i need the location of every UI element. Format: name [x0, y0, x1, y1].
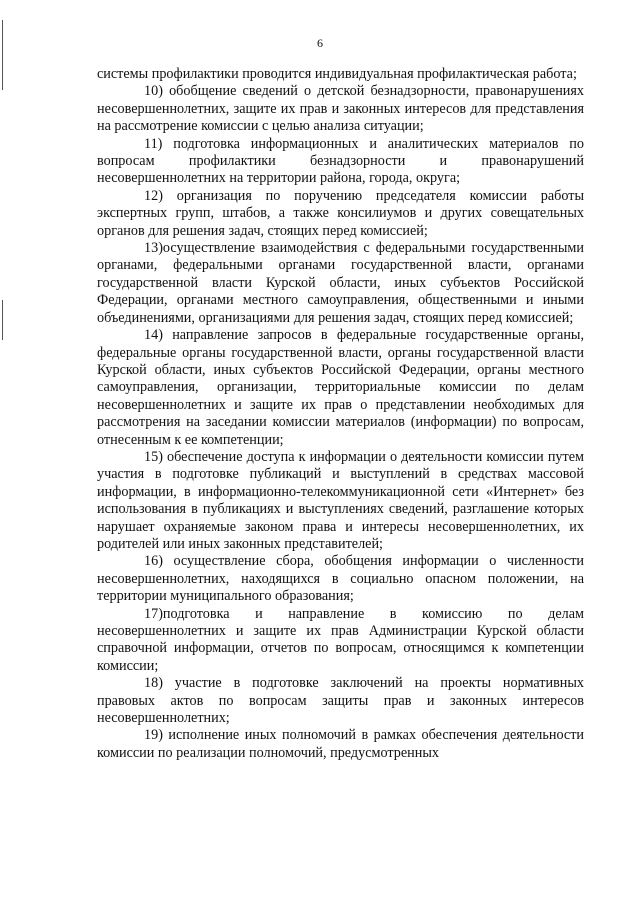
- paragraph: 10) обобщение сведений о детской безнадзорности, правонарушениях несовершеннолетних, защите их прав и законных интересов для представления на рассмотрение комиссии с целью анализа ситуации;: [97, 83, 584, 135]
- paragraph: 19) исполнение иных полномочий в рамках обеспечения деятельности комиссии по реализации полномочий, предусмотренных: [97, 727, 584, 761]
- paragraph: 16) осуществление сбора, обобщения информации о численности несовершеннолетних, находящихся в социально опасном положении, на территории муниципального образования;: [97, 553, 584, 605]
- paragraph: 15) обеспечение доступа к информации о деятельности комиссии путем участия в подготовке публикаций и выступлений в средствах массовой информации, в информационно-телекоммуникационной сети «Интернет» без использования в публикациях и выступлениях сведений, разглашение которых нарушает охраняемые законом права и интересы несовершеннолетних, их родителей или иных законных представителей;: [97, 448, 584, 552]
- scan-edge-mark: [2, 300, 3, 340]
- paragraph: 17)подготовка и направление в комиссию по делам несовершеннолетних и защите их прав Администрации Курской области справочной информации, отчетов по вопросам, относящимся к компетенции комиссии;: [97, 605, 584, 674]
- page-number: 6: [317, 36, 323, 50]
- paragraph: 11) подготовка информационных и аналитических материалов по вопросам профилактики безнадзорности и правонарушений несовершеннолетних на территории района, города, округа;: [97, 135, 584, 187]
- paragraph: 18) участие в подготовке заключений на проекты нормативных правовых актов по вопросам защиты прав и законных интересов несовершеннолетних;: [97, 675, 584, 727]
- paragraph: системы профилактики проводится индивидуальная профилактическая работа;: [97, 66, 577, 82]
- paragraph: 13)осуществление взаимодействия с федеральными государственными органами, федеральными органами государственной власти, органами государственной власти Курской области, иных субъектов Российской Федерации, органами местного самоуправления, общественными и иными объединениями, организациями для решения задач, стоящих перед комиссией;: [97, 240, 584, 326]
- paragraph: 12) организация по поручению председателя комиссии работы экспертных групп, штабов, а также консилиумов и других совещательных органов для решения задач, стоящих перед комиссией;: [97, 187, 584, 239]
- document-body: [97, 66, 584, 762]
- scan-edge-mark: [2, 20, 3, 90]
- paragraph: 14) направление запросов в федеральные государственные органы, федеральные органы государственной власти, органы государственной власти Курской области, иных субъектов Российской Федерации, органы местного самоуправления, организации, территориальные комиссии по делам несовершеннолетних и защите их прав о представлении необходимых для рассмотрения на заседании комиссии материалов (информации) по вопросам, отнесенным к ее компетенции;: [97, 327, 584, 448]
